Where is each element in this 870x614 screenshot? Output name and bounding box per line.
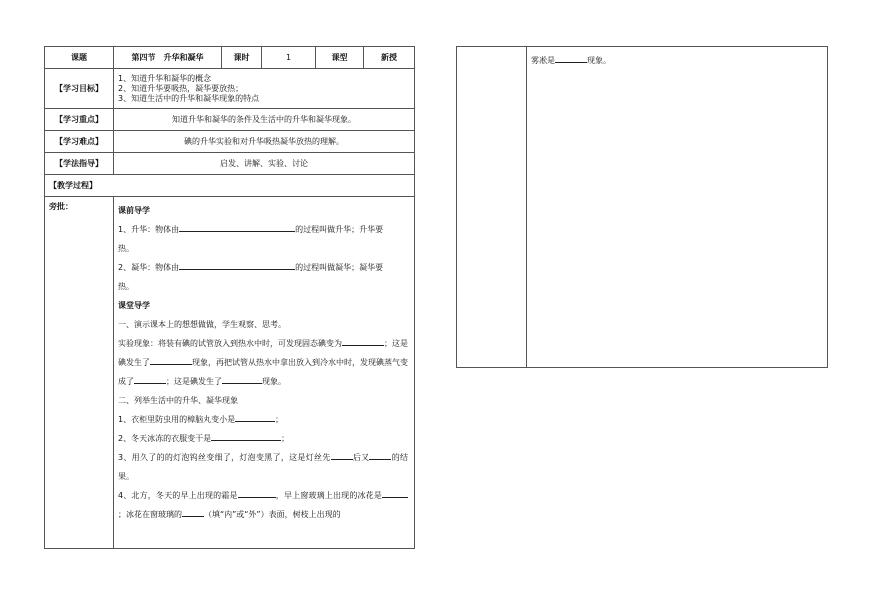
process-label: 【教学过程】 xyxy=(45,175,415,197)
process-content xyxy=(114,197,415,549)
answer-blank xyxy=(179,222,295,232)
process-header-row xyxy=(45,175,415,197)
goals-list xyxy=(114,69,415,109)
hours-value: 1 xyxy=(262,47,316,69)
answer-blank xyxy=(342,336,384,346)
section-one-title: 一、演示课本上的想想做做，学生观察、思考。 xyxy=(118,320,286,329)
list-item: 4、北方，冬天的早上出现的霜是 ，早上窗玻璃上出现的冰花是；冰花在窗玻璃的 （填“内”或“外”）表面，树枝上出现的 xyxy=(118,486,408,524)
difficulty-text: 碘的升华实验和对升华吸热凝华放热的理解。 xyxy=(114,131,415,153)
pre-class-heading: 课前导学 xyxy=(118,206,150,215)
answer-blank xyxy=(369,450,391,460)
question-sublimation: 1、升华：物体由 的过程叫做升华；升华要 热。 xyxy=(118,220,408,258)
side-note-cell xyxy=(457,47,527,368)
hours-label: 课时 xyxy=(222,47,262,69)
experiment-text: 实验现象：将装有碘的试管放入到热水中时，可发现固态碘变为 ；这是碘发生了 现象，再把试管从热水中拿出放入到冷水中时，发现碘蒸气变成了 ；这是碘发生了 现象。 xyxy=(118,334,408,391)
list-item: 2、冬天冰冻的衣服变干是 ； xyxy=(118,429,408,448)
answer-blank xyxy=(382,488,408,498)
difficulty-row xyxy=(45,131,415,153)
answer-blank xyxy=(179,260,295,270)
key-points-label: 【学习重点】 xyxy=(45,109,114,131)
difficulty-label: 【学习难点】 xyxy=(45,131,114,153)
goal-item: 1、知道升华和凝华的概念 xyxy=(118,73,212,83)
answer-blank xyxy=(235,412,275,422)
answer-blank xyxy=(555,53,587,63)
key-points-text: 知道升华和凝华的条件及生活中的升华和凝华现象。 xyxy=(114,109,415,131)
list-item: 1、衣柜里防虫用的樟脑丸变小是 ； xyxy=(118,410,408,429)
topic-label: 课题 xyxy=(45,47,114,69)
goal-item: 2、知道升华要吸热，凝华要放热； xyxy=(118,83,244,93)
type-value: 新授 xyxy=(364,47,415,69)
key-points-row xyxy=(45,109,415,131)
continuation-text: 雾凇是 现象。 xyxy=(527,47,828,368)
question-deposition: 2、凝华：物体由 的过程叫做凝华；凝华要 热。 xyxy=(118,258,408,296)
header-row xyxy=(45,47,415,69)
method-row xyxy=(45,153,415,175)
process-row xyxy=(45,197,415,549)
answer-blank xyxy=(331,450,353,460)
topic-value: 第四节 升华和凝华 xyxy=(114,47,222,69)
answer-blank xyxy=(134,374,166,384)
side-note-label: 旁批： xyxy=(45,197,114,549)
answer-blank xyxy=(211,431,281,441)
continuation-row xyxy=(457,47,828,368)
answer-blank xyxy=(182,507,204,517)
goal-item: 3、知道生活中的升华和凝华现象的特点 xyxy=(118,93,260,103)
lesson-plan-table xyxy=(44,46,415,549)
type-label: 课型 xyxy=(316,47,364,69)
continuation-table xyxy=(456,46,828,368)
goals-label: 【学习目标】 xyxy=(45,69,114,109)
list-item: 3、用久了的的灯泡钨丝变细了，灯泡变黑了，这是灯丝先 后又 的结果。 xyxy=(118,448,408,486)
answer-blank xyxy=(150,355,192,365)
in-class-heading: 课堂导学 xyxy=(118,301,150,310)
section-two-title: 二、列举生活中的升华、凝华现象 xyxy=(118,396,238,405)
method-label: 【学法指导】 xyxy=(45,153,114,175)
method-text: 启发、讲解、实验、讨论 xyxy=(114,153,415,175)
answer-blank xyxy=(238,488,276,498)
answer-blank xyxy=(222,374,262,384)
goals-row xyxy=(45,69,415,109)
